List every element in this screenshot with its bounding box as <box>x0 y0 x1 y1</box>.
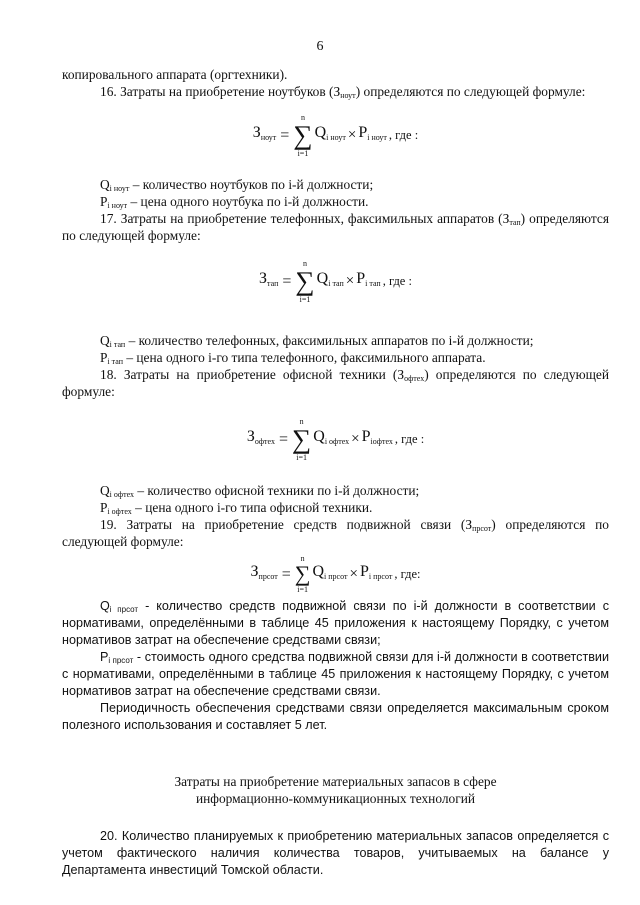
multiply-sign: × <box>349 565 358 582</box>
formula-mobile-comm <box>62 550 609 598</box>
definition-q-mobile: $Q_{i прсот}$ - количество средств подвижной связи по i-й должности в соответствии с нормативами, определёнными в таблице 45 приложения к настоящему Порядку, с учетом нормативов затрат на обеспечение средствами связи; <box>62 599 609 647</box>
clause-19-lead: 19. Затраты на приобретение средств подвижной связи $(З_{прсот})$ определяются по следующей формуле: <box>62 517 609 549</box>
formula-tail: , где: <box>394 566 421 581</box>
heading-line-1: Затраты на приобретение материальных запасов в сфере <box>174 774 497 789</box>
definition-p-mobile: $P_{i прсот}$ - стоимость одного средства подвижной связи для i-й должности в соответствии с нормативами, определёнными в таблице 45 приложения к настоящему Порядку, с учетом нормативов затрат на обеспечение средствами связи. <box>62 650 609 698</box>
formula-lhs: Зофтех <box>246 428 275 446</box>
definition-p-notebooks: $P_{i ноут}$ – цена одного ноутбука по i-й должности. <box>100 194 369 210</box>
formula-phones <box>62 248 609 314</box>
section-heading <box>62 773 609 807</box>
page-number: 6 <box>316 39 324 54</box>
formula-lhs: Зпрсот <box>250 563 278 581</box>
formula-tail: , где : <box>388 127 419 142</box>
equals-sign: = <box>278 430 288 448</box>
formula-quantity: Qi прсот <box>312 563 348 581</box>
heading-line-2: информационно-коммуникационных технологий <box>195 791 476 806</box>
formula-lhs: Зтап <box>259 270 279 288</box>
equals-sign: = <box>282 272 292 290</box>
multiply-sign: × <box>351 430 360 447</box>
sum-icon: n ∑ i=1 <box>292 416 312 462</box>
formula-office-equipment <box>62 406 609 472</box>
formula-notebooks <box>62 102 609 168</box>
sum-icon: n ∑ i=1 <box>293 112 313 158</box>
formula-price: Pi ноут <box>358 124 387 142</box>
definition-q-notebooks: $Q_{i ноут}$ – количество ноутбуков по i-й должности; <box>100 177 374 193</box>
clause-20-paragraph: 20. Количество планируемых к приобретению материальных запасов определяется с учетом фактического наличия количества товаров, учитываемых на балансе у Департамента инвестиций Томской области. <box>62 829 609 877</box>
clause-17-lead: 17. Затраты на приобретение телефонных, факсимильных аппаратов $(З_{тап})$ определяются по следующей формуле: <box>62 211 609 243</box>
sum-icon: n ∑ i=1 <box>294 554 311 594</box>
definition-p-office: $P_{i офтех}$ – цена одного i-го типа офисной техники. <box>100 500 373 516</box>
formula-quantity: Qi ноут <box>314 124 346 142</box>
intro-paragraph: копировального аппарата (оргтехники). <box>62 67 288 82</box>
sum-icon: n ∑ i=1 <box>295 258 315 304</box>
clause-18-lead: 18. Затраты на приобретение офисной техники $(З_{офтех})$ определяются по следующей формуле: <box>62 367 609 399</box>
formula-tail: , где : <box>382 273 412 288</box>
multiply-sign: × <box>345 272 355 289</box>
definition-p-phones: $P_{i тап}$ – цена одного i-го типа телефонного, факсимильного аппарата. <box>100 350 486 366</box>
formula-quantity: Qi тап <box>316 270 344 288</box>
formula-price: Piофтех <box>361 428 393 446</box>
formula-price: Pi прсот <box>359 563 393 581</box>
formula-lhs: Зноут <box>252 124 277 142</box>
formula-tail: , где : <box>394 431 425 446</box>
formula-price: Pi тап <box>356 270 381 288</box>
multiply-sign: × <box>347 126 357 143</box>
document-body <box>62 66 609 879</box>
definition-q-phones: $Q_{i тап}$ – количество телефонных, факсимильных аппаратов по i-й должности; <box>100 333 534 349</box>
equals-sign: = <box>281 565 291 583</box>
definition-q-office: $Q_{i офтех}$ – количество офисной техники по i-й должности; <box>100 483 420 499</box>
formula-quantity: Qi офтех <box>313 428 350 446</box>
clause-16-lead: 16. Затраты на приобретение ноутбуков $(З_{ноут})$ определяются по следующей формуле: <box>100 84 586 100</box>
equals-sign: = <box>280 126 290 144</box>
periodicity-paragraph: Периодичность обеспечения средствами связи определяется максимальным сроком полезного использования и составляет 5 лет. <box>62 701 609 732</box>
